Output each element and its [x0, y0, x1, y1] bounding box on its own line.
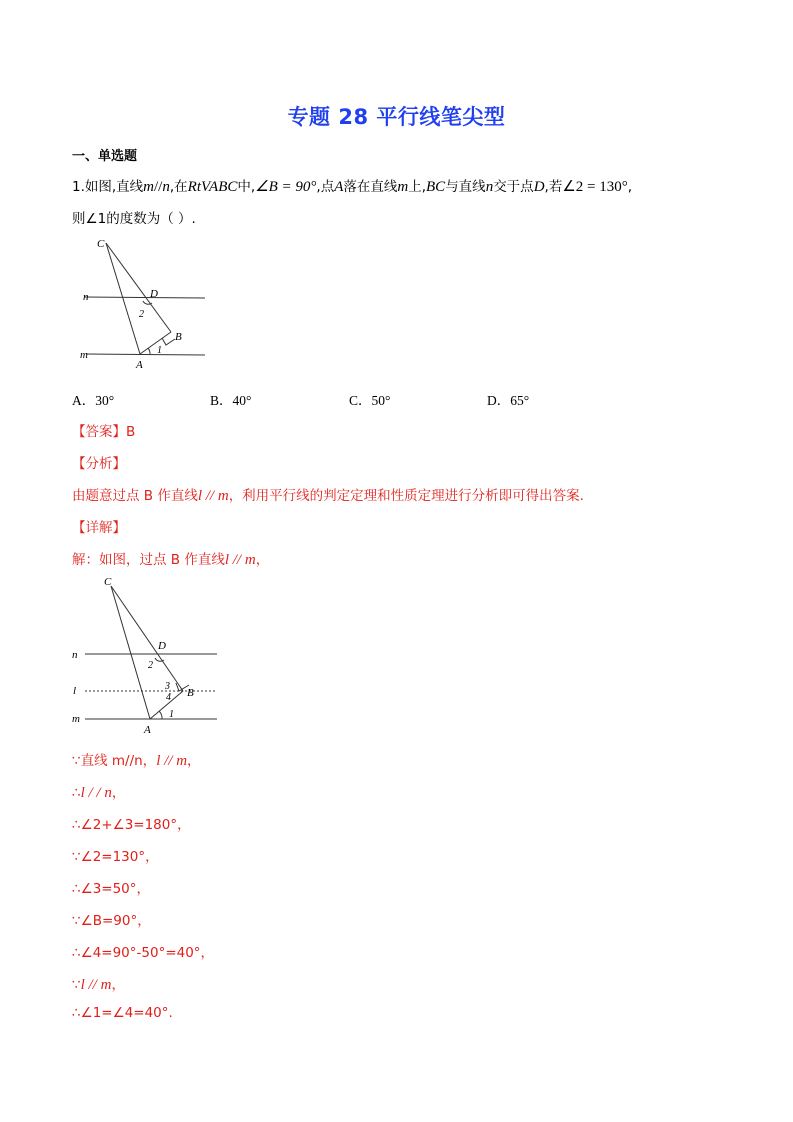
fig2-label-1: 1: [169, 709, 174, 720]
fig2-label-D: D: [158, 640, 166, 652]
fig1-label-D: D: [150, 288, 158, 300]
fig2-label-2: 2: [148, 660, 153, 671]
page-title: 专题 28 平行线笔尖型: [287, 105, 506, 129]
question-line-1: 1.如图,直线m//n,在RtVABC中,∠B = 90°,点A落在直线m上,BC与直线n交于点D,若∠2 = 130°,: [72, 179, 633, 195]
proof-step-6: ∵∠B=90°，: [72, 913, 151, 929]
option-b: B．40°: [210, 393, 252, 408]
fig2-label-A: A: [144, 724, 151, 735]
proof-step-4: ∵∠2=130°，: [72, 849, 159, 865]
answer-value: B: [126, 424, 136, 440]
detail-intro: 解：如图，过点 B 作直线l // m，: [72, 552, 270, 568]
analysis-text: 由题意过点 B 作直线l // m，利用平行线的判定定理和性质定理进行分析即可得出答案.: [72, 488, 584, 504]
option-c: C．50°: [349, 393, 391, 408]
proof-step-2: ∴l / / n，: [72, 785, 126, 801]
fig1-label-A: A: [136, 359, 143, 371]
fig2-label-n: n: [72, 649, 78, 661]
proof-step-1: ∵直线 m//n，l // m，: [72, 753, 201, 769]
proof-step-9: ∴∠1=∠4=40°.: [72, 1005, 173, 1021]
fig1-label-m: m: [80, 349, 88, 361]
proof-step-3: ∴∠2+∠3=180°，: [72, 817, 191, 833]
fig1-label-B: B: [175, 331, 182, 343]
option-d: D．65°: [487, 393, 530, 408]
question-line-2: 则∠1的度数为（ ）.: [72, 211, 196, 227]
fig2-label-l: l: [73, 685, 77, 697]
fig1-label-n: n: [83, 291, 89, 303]
proof-step-7: ∴∠4=90°-50°=40°，: [72, 945, 215, 961]
figure-2: [70, 575, 222, 735]
answer-line: [72, 420, 135, 440]
proof-step-8: ∵l // m，: [72, 977, 125, 993]
fig2-label-3: 3: [165, 681, 170, 692]
proof-step-5: ∴∠3=50°，: [72, 881, 151, 897]
fig1-label-C: C: [97, 238, 105, 250]
fig2-label-B: B: [187, 687, 194, 699]
answer-label: 【答案】: [72, 424, 126, 440]
fig1-label-2: 2: [139, 309, 144, 320]
section-heading: 一、单选题: [72, 149, 138, 164]
fig1-label-1: 1: [157, 345, 162, 356]
fig2-label-C: C: [104, 576, 112, 588]
option-a: A．30°: [72, 393, 115, 408]
fig2-label-m: m: [72, 713, 80, 725]
fig2-label-4: 4: [166, 692, 171, 703]
figure-1: [72, 237, 212, 372]
detail-label: 【详解】: [72, 520, 126, 536]
analysis-label: 【分析】: [72, 456, 126, 472]
